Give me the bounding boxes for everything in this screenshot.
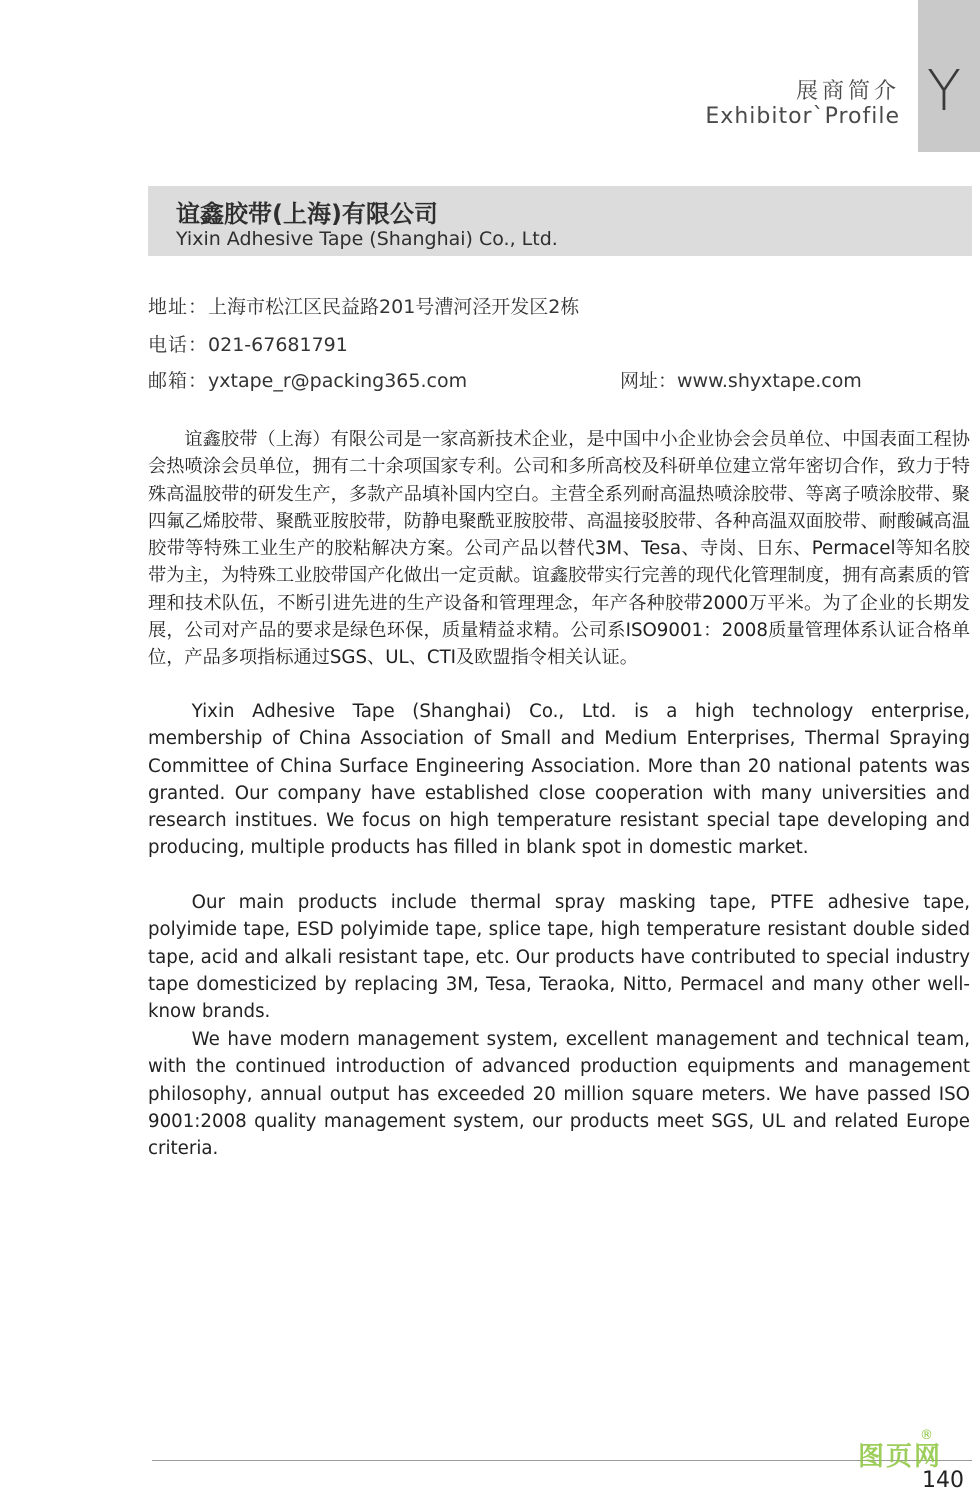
page-number: 140 <box>922 1468 964 1493</box>
watermark-logo: 图页网 <box>858 1442 943 1472</box>
address-line <box>148 292 579 319</box>
description-en-paragraph-3: We have modern management system, excellent management and technical team, with the continued introduction of advanced production equipments and management philosophy, annual output has exceeded 20 million square meters. We have passed ISO 9001:2008 quality management system, our products meet SGS, UL and related Europe criteria. <box>148 1029 970 1160</box>
address-value: 上海市松江区民益路201号漕河泾开发区2栋 <box>208 296 580 318</box>
email-line <box>148 366 467 393</box>
phone-value: 021-67681791 <box>208 334 348 356</box>
address-label: 地址： <box>148 296 209 318</box>
email-value: yxtape_r@packing365.com <box>208 370 468 392</box>
section-title-en: Exhibitor`Profile <box>705 104 900 129</box>
email-label: 邮箱： <box>148 370 209 392</box>
website-label: 网址： <box>620 370 678 392</box>
phone-label: 电话： <box>148 334 209 356</box>
section-title-zh: 展商简介 <box>795 79 900 104</box>
company-title-band <box>148 186 972 256</box>
footer-divider <box>152 1460 972 1461</box>
company-name-zh: 谊鑫胶带(上海)有限公司 <box>176 200 438 228</box>
description-en-paragraph-1: Yixin Adhesive Tape (Shanghai) Co., Ltd. is a high technology enterprise, membership of China Association of Small and Medium Enterprises, Thermal Spraying Committee of China Surface Engineering Association. More than 20 national patents was granted. Our company have established close cooperation with many universities and research institues. We focus on high temperature resistant special tape developing and producing, multiple products has filled in blank spot in domestic market. <box>148 701 970 859</box>
website-line <box>620 366 862 393</box>
website-value: www.shyxtape.com <box>677 370 862 392</box>
company-name-en: Yixin Adhesive Tape (Shanghai) Co., Ltd. <box>176 228 558 250</box>
registered-mark: ® <box>920 1428 933 1443</box>
description-en-paragraph-2: Our main products include thermal spray masking tape, PTFE adhesive tape, polyimide tape, ESD polyimide tape, splice tape, high temperature resistant double sided tape, acid and alkali resistant tape, etc. Our products have contributed to special industry tape domesticized by replacing 3M, Tesa, Teraoka, Nitto, Permacel and many other well-know brands. <box>148 892 970 1023</box>
description-zh: 谊鑫胶带（上海）有限公司是一家高新技术企业，是中国中小企业协会会员单位、中国表面工程协会热喷涂会员单位，拥有二十余项国家专利。公司和多所高校及科研单位建立常年密切合作，致力于特殊高温胶带的研发生产，多款产品填补国内空白。主营全系列耐高温热喷涂胶带、等离子喷涂胶带、聚四氟乙烯胶带、聚酰亚胺胶带，防静电聚酰亚胺胶带、高温接驳胶带、各种高温双面胶带、耐酸碱高温胶带等特殊工业生产的胶粘解决方案。公司产品以替代3M、Tesa、寺岗、日东、Permacel等知名胶带为主，为特殊工业胶带国产化做出一定贡献。谊鑫胶带实行完善的现代化管理制度，拥有高素质的管理和技术队伍，不断引进先进的生产设备和管理理念，年产各种胶带2000万平米。为了企业的长期发展，公司对产品的要求是绿色环保，质量精益求精。公司系ISO9001：2008质量管理体系认证合格单位，产品多项指标通过SGS、UL、CTI及欧盟指令相关认证。 <box>148 429 970 669</box>
section-index-letter: Y <box>926 59 962 124</box>
phone-line <box>148 330 348 357</box>
